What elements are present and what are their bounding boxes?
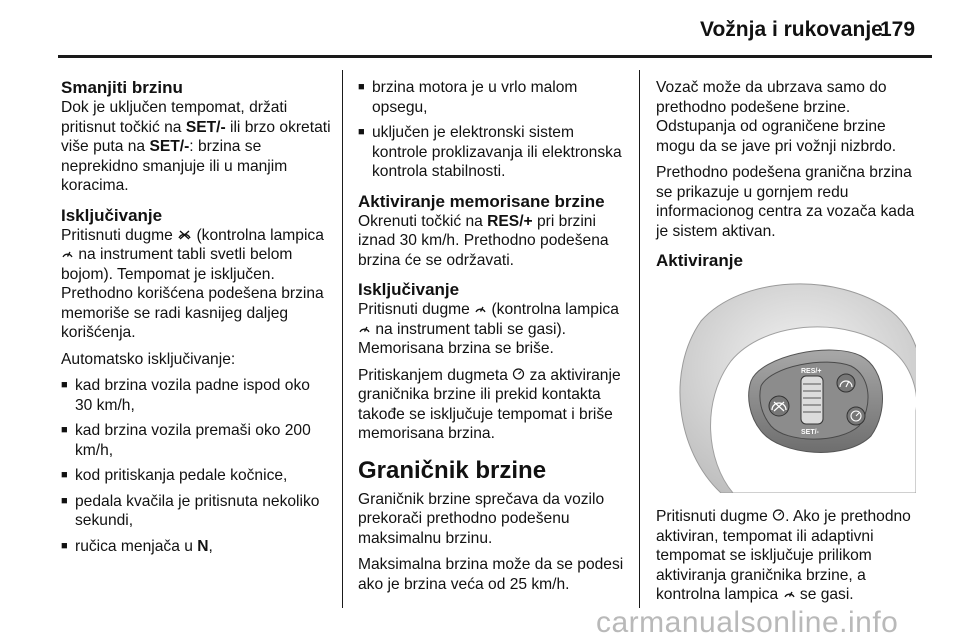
steering-wheel-illustration: [661, 281, 916, 493]
bullet-list: [358, 78, 628, 182]
cruise-control-lamp-icon: [358, 320, 371, 340]
page-header: [0, 0, 960, 60]
paragraph: Pritisnuti dugme . Ako je prethodno aktiviran, tempomat ili adaptivni tempomat se isključuje prilikom aktiviranja graničnika brzine, a kontrolna lampica se gasi.: [656, 508, 911, 603]
section-heading: Aktiviranje: [656, 251, 743, 270]
wheel-res-label: RES/+: [801, 368, 822, 375]
header-rule: [58, 55, 932, 58]
paragraph: Graničnik brzine sprečava da vozilo prekorači prethodno podešenu maksimalnu brzinu.: [358, 490, 605, 547]
section-heading: Isključivanje: [61, 205, 163, 225]
speed-limiter-icon: [772, 507, 785, 527]
paragraph: Maksimalna brzina može da se podesi ako je brzina veća od 25 km/h.: [358, 556, 624, 593]
list-item: ■ kad brzina vozila premaši oko 200 km/h,: [61, 421, 331, 460]
paragraph: Automatsko isključivanje:: [61, 350, 236, 368]
paragraph: Okrenuti točkić na RES/+ pri brzini iznad 30 km/h. Prethodno podešena brzina će se održavati.: [358, 212, 609, 269]
cruise-control-lamp-icon: [474, 300, 487, 320]
section-heading: Aktiviranje memorisane brzine: [358, 191, 605, 211]
wheel-set-label: SET/-: [801, 429, 819, 436]
column-middle: [358, 78, 628, 601]
column-left: [61, 78, 331, 562]
paragraph: Prethodno podešena granična brzina se prikazuje u gornjem redu informacionog centra za vozača kada je sistem aktivan.: [656, 164, 915, 240]
column-divider: [342, 70, 343, 608]
cruise-control-cancel-icon: [177, 226, 192, 246]
paragraph: Pritiskanjem dugmeta za aktiviranje graničnika brzine ili prekid kontakta takođe se isključuje tempomat i briše memorisana brzina.: [358, 366, 621, 442]
cruise-control-lamp-icon: [61, 245, 74, 265]
paragraph: Vozač može da ubrzava samo do prethodno podešene brzine. Odstupanja od ograničene brzine mogu da se jave pri vožnji nizbrdo.: [656, 79, 897, 155]
list-item: ■ kod pritiskanja pedale kočnice,: [61, 466, 331, 486]
list-item: ■ brzina motora je u vrlo malom opsegu,: [358, 78, 628, 117]
list-item: ■ uključen je elektronski sistem kontrole proklizavanja ili elektronska kontrola stabilnosti.: [358, 123, 628, 182]
paragraph: Pritisnuti dugme (kontrolna lampica na instrument tabli se gasi). Memorisana brzina se briše.: [358, 301, 619, 357]
list-item: ■ ručica menjača u N,: [61, 537, 331, 557]
page-number: 179: [880, 18, 916, 41]
speed-limiter-icon: [512, 366, 525, 386]
column-divider: [639, 70, 640, 608]
cruise-control-lamp-icon: [783, 585, 796, 605]
paragraph: Pritisnuti dugme (kontrolna lampica na instrument tabli svetli belom bojom). Tempomat je isključen. Prethodno korišćena podešena brzina memoriše se radi kasnijeg daljeg korišćenja.: [61, 226, 324, 341]
section-heading: Smanjiti brzinu: [61, 78, 183, 97]
bullet-list: [61, 376, 331, 556]
list-item: ■ pedala kvačila je pritisnuta nekoliko sekundi,: [61, 492, 331, 531]
column-right: [656, 78, 928, 612]
paragraph: Dok je uključen tempomat, držati pritisnut točkić na SET/- ili brzo okretati više puta na SET/-: brzina se neprekidno smanjuje ili u manjim koracima.: [61, 99, 331, 194]
chapter-title: Vožnja i rukovanje: [700, 18, 883, 41]
watermark: carmanualsonline.info: [596, 606, 899, 639]
section-heading: Isključivanje: [358, 280, 460, 299]
section-heading-large: Graničnik brzine: [358, 456, 547, 484]
list-item: ■ kad brzina vozila padne ispod oko 30 km/h,: [61, 376, 331, 415]
